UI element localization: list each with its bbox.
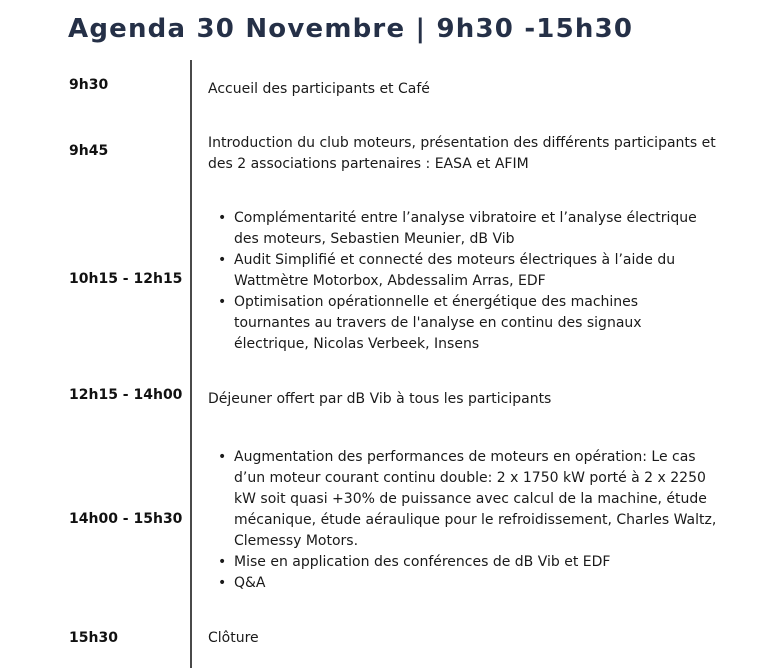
list-item [208, 208, 718, 250]
agenda-time-6: 15h30 [69, 630, 118, 646]
agenda-time-3: 10h15 - 12h15 [69, 271, 183, 287]
bullet-icon: • [218, 210, 227, 226]
bullet-icon: • [218, 294, 227, 310]
agenda-list-3 [208, 208, 718, 355]
list-item [208, 552, 718, 573]
bullet-icon: • [218, 449, 227, 465]
agenda-time-1: 9h30 [69, 77, 109, 93]
list-item-text: Optimisation opérationnelle et énergétique des machines tournantes au travers de l'analyse en continu des signaux électrique, Nicolas Verbeek, Insens [234, 294, 642, 352]
bullet-icon: • [218, 252, 227, 268]
bullet-icon: • [218, 554, 227, 570]
agenda-text-2: Introduction du club moteurs, présentation des différents participants et des 2 associations partenaires : EASA et AFIM [208, 135, 716, 172]
agenda-time-5: 14h00 - 15h30 [69, 511, 183, 527]
agenda-text-1: Accueil des participants et Café [208, 81, 430, 97]
list-item [208, 447, 718, 552]
agenda-text-4: Déjeuner offert par dB Vib à tous les participants [208, 391, 552, 407]
list-item-text: Audit Simplifié et connecté des moteurs électriques à l’aide du Wattmètre Motorbox, Abdessalim Arras, EDF [234, 252, 676, 289]
list-item [208, 573, 718, 594]
page-title: Agenda 30 Novembre | 9h30 -15h30 [68, 14, 634, 44]
bullet-icon: • [218, 575, 227, 591]
list-item-text: Complémentarité entre l’analyse vibratoire et l’analyse électrique des moteurs, Sebastien Meunier, dB Vib [234, 210, 697, 247]
list-item [208, 250, 718, 292]
list-item [208, 292, 718, 355]
list-item-text: Augmentation des performances de moteurs en opération: Le cas d’un moteur courant continu double: 2 x 1750 kW porté à 2 x 2250 kW soit quasi +30% de puissance avec calcul de la machine, étude mécanique, étude aéraulique pour le refroidissement, Charles Waltz, Clemessy Motors. [234, 449, 717, 549]
list-item-text: Q&A [234, 575, 266, 591]
list-item-text: Mise en application des conférences de dB Vib et EDF [234, 554, 611, 570]
timeline-divider [190, 60, 192, 668]
agenda-list-5 [208, 447, 718, 594]
agenda-time-4: 12h15 - 14h00 [69, 387, 183, 403]
agenda-text-6: Clôture [208, 630, 259, 646]
agenda-time-2: 9h45 [69, 143, 109, 159]
